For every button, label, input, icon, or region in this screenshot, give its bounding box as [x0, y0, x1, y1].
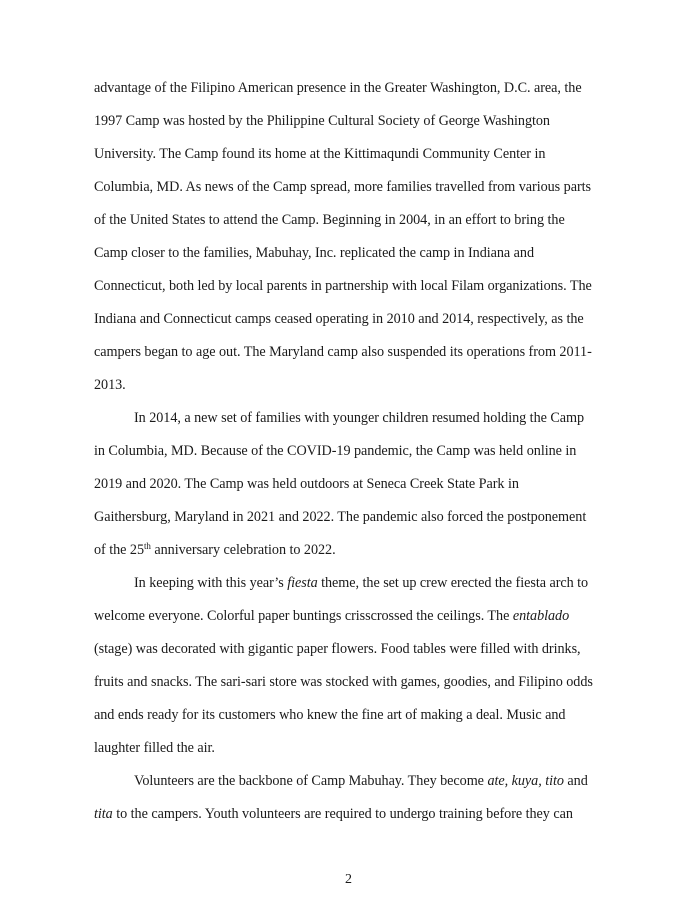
text-line: in Columbia, MD. Because of the COVID-19 pandemic, the Camp was held online in	[94, 443, 577, 459]
text-line: 2013.	[94, 377, 126, 393]
text-line: University. The Camp found its home at the Kittimaqundi Community Center in	[94, 146, 546, 162]
text-line	[94, 805, 614, 823]
text-line	[94, 607, 614, 625]
text-line: 1997 Camp was hosted by the Philippine Cultural Society of George Washington	[94, 113, 550, 129]
text-line	[94, 541, 614, 559]
text-line	[134, 772, 654, 790]
text-line: and ends ready for its customers who knew the fine art of making a deal. Music and	[94, 707, 566, 723]
text-span: anniversary celebration to 2022.	[150, 542, 336, 558]
text-span: of the 25	[94, 542, 144, 558]
text-line: Columbia, MD. As news of the Camp spread, more families travelled from various parts	[94, 179, 591, 195]
page-number: 2	[345, 872, 352, 887]
text-line: (stage) was decorated with gigantic paper flowers. Food tables were filled with drinks,	[94, 641, 581, 657]
text-line: of the United States to attend the Camp. Beginning in 2004, in an effort to bring the	[94, 212, 565, 228]
ordinal-superscript: th	[143, 541, 151, 551]
text-span: to the campers. Youth volunteers are required to undergo training before they can	[112, 806, 573, 822]
text-line: Indiana and Connecticut camps ceased operating in 2010 and 2014, respectively, as the	[94, 311, 584, 327]
italic-term: tita	[94, 806, 113, 822]
text-line: In 2014, a new set of families with younger children resumed holding the Camp	[134, 410, 585, 426]
italic-term: fiesta	[287, 575, 318, 591]
text-line: advantage of the Filipino American presence in the Greater Washington, D.C. area, the	[94, 80, 582, 96]
text-span: Volunteers are the backbone of Camp Mabuhay. They become	[134, 773, 488, 789]
text-span: theme, the set up crew erected the fiesta arch to	[317, 575, 589, 591]
text-span: welcome everyone. Colorful paper buntings crisscrossed the ceilings. The	[94, 608, 513, 624]
text-line: Gaithersburg, Maryland in 2021 and 2022. The pandemic also forced the postponement	[94, 509, 587, 525]
italic-term: ate, kuya, tito	[487, 773, 564, 789]
text-line	[134, 574, 654, 592]
text-line: laughter filled the air.	[94, 740, 215, 756]
text-line: campers began to age out. The Maryland camp also suspended its operations from 2011-	[94, 344, 592, 360]
text-span: In keeping with this year’s	[134, 575, 288, 591]
text-line: Connecticut, both led by local parents in partnership with local Filam organizations. The	[94, 278, 592, 294]
text-line: Camp closer to the families, Mabuhay, Inc. replicated the camp in Indiana and	[94, 245, 535, 261]
text-line: fruits and snacks. The sari-sari store was stocked with games, goodies, and Filipino odds	[94, 674, 593, 690]
italic-term: entablado	[512, 608, 570, 624]
text-span: and	[563, 773, 588, 789]
text-line: 2019 and 2020. The Camp was held outdoors at Seneca Creek State Park in	[94, 476, 519, 492]
